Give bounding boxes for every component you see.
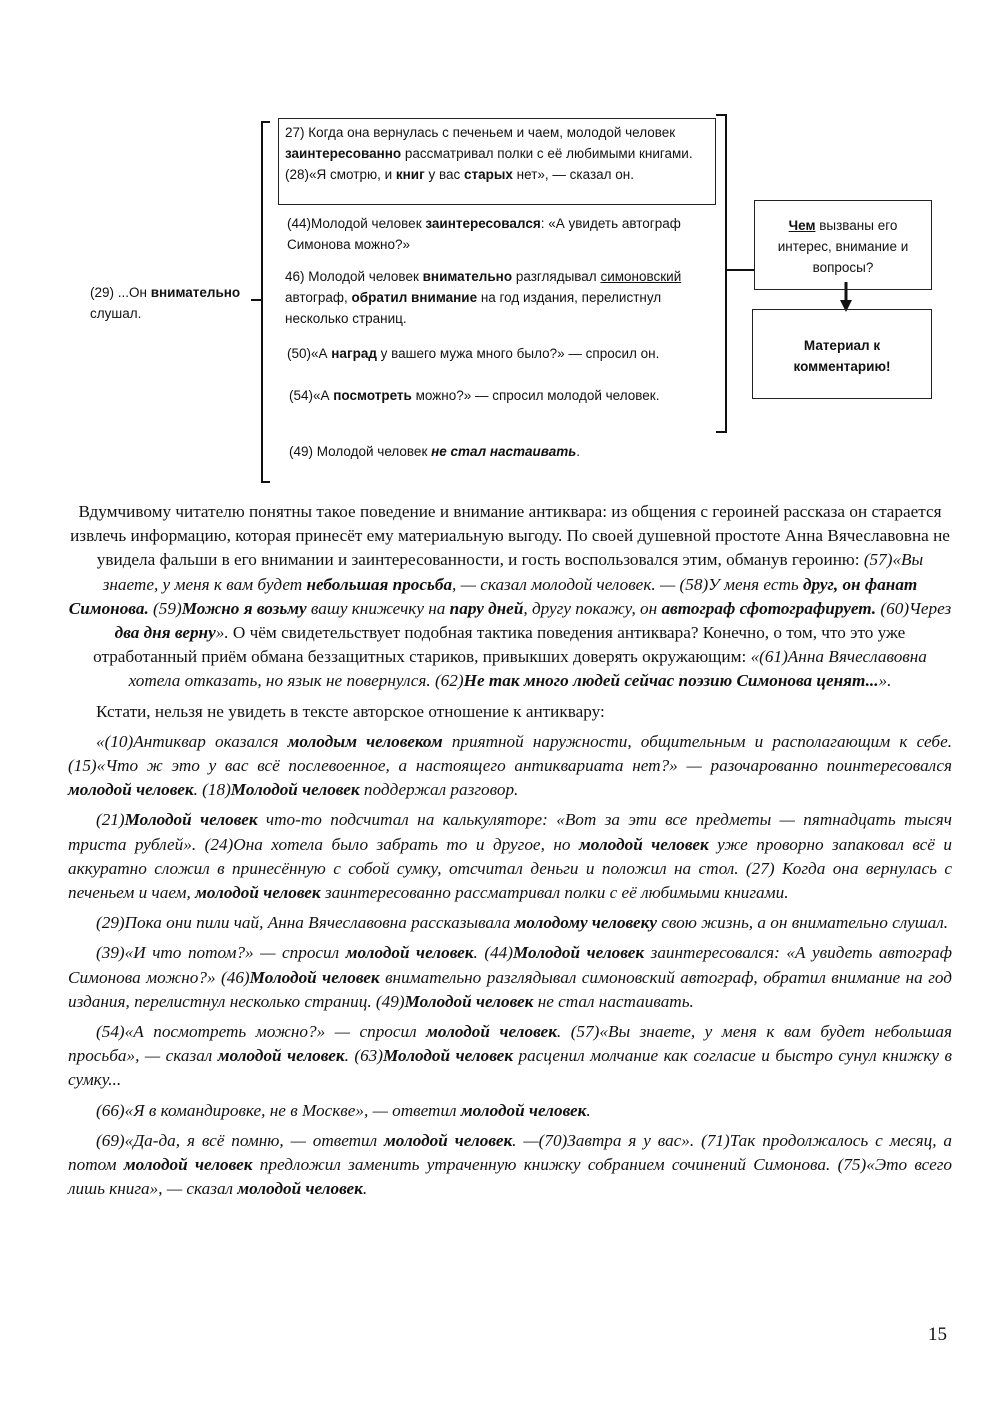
right-bracket bbox=[716, 115, 726, 432]
left-note: (29) ...Он внимательно слушал. bbox=[90, 285, 241, 321]
page-number: 15 bbox=[928, 1324, 947, 1345]
left-bracket bbox=[262, 122, 270, 482]
quote-box-27: 27) Когда она вернулась с печеньем и чаем, молодой человек заинтересованно рассматривал полки с её любимыми книгами. (28)«Я смотрю, и книг у вас старых нет», — сказал он. bbox=[278, 118, 716, 205]
paragraph-by-the-way: Кстати, нельзя не увидеть в тексте авторское отношение к антиквару: bbox=[96, 701, 605, 721]
article-body bbox=[68, 500, 952, 1207]
item-54: (54)«А посмотреть можно?» — спросил молодой человек. bbox=[289, 388, 660, 403]
quote-39: (39)«И что потом?» — спросил молодой человек. (44)Молодой человек заинтересовался: «А увидеть автограф Симонова можно?» (46)Молодой человек внимательно разглядывал симоновский автограф, обратил внимание на год издания, перелистнул несколько страниц. (49)Молодой человек не стал настаивать. bbox=[68, 943, 952, 1011]
quote-29: (29)Пока они пили чай, Анна Вячеславовна рассказывала молодому человеку свою жизнь, а он внимательно слушал. bbox=[96, 913, 949, 933]
quote-66: (66)«Я в командировке, не в Москве», — ответил молодой человек. bbox=[96, 1100, 591, 1120]
paragraph-intro: Вдумчивому читателю понятны такое поведение и внимание антиквара: из общения с героиней рассказа он старается извлечь информацию, которая принесёт ему материальную выгоду. По своей душевной простоте Анна Вячеславовна не увидела фальши в его внимании и заинтересованности, и гость воспользовался этим, обманув героиню: (57)«Вы знаете, у меня к вам будет небольшая просьба, — сказал молодой человек. — (58)У меня есть друг, он фанат Симонова. (59)Можно я возьму вашу книжечку на пару дней, другу покажу, он автограф сфотографирует. (60)Через два дня верну». О чём свидетельствует подобная тактика поведения антиквара? Конечно, о том, что это уже отработанный приём обмана беззащитных стариков, привыкших доверять окружающим: «(61)Анна Вячеславовна хотела отказать, но язык не повернулся. (62)Не так много людей сейчас поэзию Симонова ценят...». bbox=[68, 502, 952, 691]
item-49: (49) Молодой человек не стал настаивать. bbox=[289, 444, 581, 459]
quote-10: «(10)Антиквар оказался молодым человеком приятной наружности, общительным и располагающим к себе. (15)«Что ж это у вас всё послевоенное, а настоящего антиквариата нет?» — разочарованно поинтересовался молодой человек. (18)Молодой человек поддержал разговор. bbox=[68, 731, 952, 800]
item-46: 46) Молодой человек внимательно разглядывал симоновский автограф, обратил внимание на год издания, перелистнул несколько страниц. bbox=[285, 269, 682, 326]
material-box: Материал к комментарию! bbox=[752, 309, 932, 399]
item-44: (44)Молодой человек заинтересовался: «А увидеть автограф Симонова можно?» bbox=[287, 216, 681, 252]
quote-69: (69)«Да-да, я всё помню, — ответил молодой человек. —(70)Завтра я у вас». (71)Так продолжалось с месяц, а потом молодой человек предложил заменить утраченную книжку собранием сочинений Симонова. (75)«Это всего лишь книга», — сказал молодой человек. bbox=[68, 1130, 953, 1199]
quote-54: (54)«А посмотреть можно?» — спросил молодой человек. (57)«Вы знаете, у меня к вам будет небольшая просьба», — сказал молодой человек. (63)Молодой человек расценил молчание как согласие и быстро сунул книжку в сумку... bbox=[68, 1022, 952, 1090]
quote-21: (21)Молодой человек что-то подсчитал на калькуляторе: «Вот за эти все предметы — пятнадцать тысяч триста рублей». (24)Она хотела было забрать то и другое, но молодой человек уже проворно запаковал всё и аккуратно сложил в принесённую с собой сумку, отсчитал деньги и положил на стол. (27) Когда она вернулась с печеньем и чаем, молодой человек заинтересованно рассматривал полки с её любимыми книгами. bbox=[68, 810, 952, 903]
question-box: Чем вызваны его интерес, внимание и вопросы? bbox=[754, 200, 932, 290]
analysis-diagram bbox=[0, 0, 1000, 495]
item-50: (50)«А наград у вашего мужа много было?» — спросил он. bbox=[287, 346, 660, 361]
